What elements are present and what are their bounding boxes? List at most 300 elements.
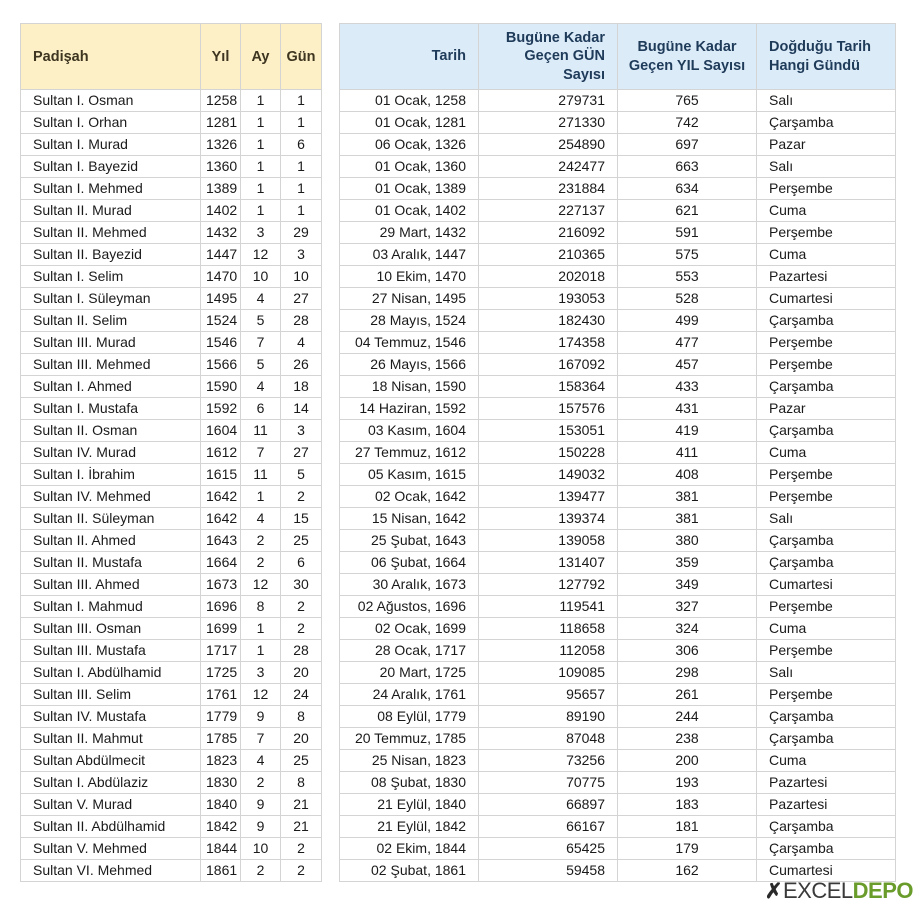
cell-ay[interactable]: 12 <box>241 574 281 596</box>
header-ay[interactable]: Ay <box>241 24 281 90</box>
cell-dogdugu-gun[interactable]: Cuma <box>757 442 896 464</box>
cell-gecen-gun[interactable]: 153051 <box>479 420 618 442</box>
cell-gecen-yil[interactable]: 591 <box>618 222 757 244</box>
cell-yil[interactable]: 1696 <box>201 596 241 618</box>
cell-yil[interactable]: 1590 <box>201 376 241 398</box>
cell-tarih[interactable]: 20 Mart, 1725 <box>340 662 479 684</box>
cell-yil[interactable]: 1389 <box>201 178 241 200</box>
cell-tarih[interactable]: 20 Temmuz, 1785 <box>340 728 479 750</box>
cell-yil[interactable]: 1844 <box>201 838 241 860</box>
cell-padisah[interactable]: Sultan I. Selim <box>21 266 201 288</box>
cell-gecen-yil[interactable]: 411 <box>618 442 757 464</box>
cell-gecen-gun[interactable]: 271330 <box>479 112 618 134</box>
cell-tarih[interactable]: 08 Şubat, 1830 <box>340 772 479 794</box>
cell-ay[interactable]: 7 <box>241 442 281 464</box>
cell-ay[interactable]: 8 <box>241 596 281 618</box>
cell-yil[interactable]: 1761 <box>201 684 241 706</box>
cell-padisah[interactable]: Sultan I. Mahmud <box>21 596 201 618</box>
cell-tarih[interactable]: 27 Nisan, 1495 <box>340 288 479 310</box>
cell-ay[interactable]: 4 <box>241 750 281 772</box>
cell-gecen-gun[interactable]: 227137 <box>479 200 618 222</box>
cell-yil[interactable]: 1699 <box>201 618 241 640</box>
cell-gecen-yil[interactable]: 408 <box>618 464 757 486</box>
cell-gecen-gun[interactable]: 242477 <box>479 156 618 178</box>
cell-yil[interactable]: 1779 <box>201 706 241 728</box>
cell-gun[interactable]: 2 <box>281 618 322 640</box>
cell-dogdugu-gun[interactable]: Çarşamba <box>757 310 896 332</box>
cell-gecen-yil[interactable]: 381 <box>618 486 757 508</box>
cell-ay[interactable]: 10 <box>241 266 281 288</box>
cell-gecen-gun[interactable]: 139477 <box>479 486 618 508</box>
cell-tarih[interactable]: 03 Kasım, 1604 <box>340 420 479 442</box>
cell-yil[interactable]: 1470 <box>201 266 241 288</box>
cell-gecen-gun[interactable]: 279731 <box>479 90 618 112</box>
cell-gecen-yil[interactable]: 179 <box>618 838 757 860</box>
cell-padisah[interactable]: Sultan III. Selim <box>21 684 201 706</box>
cell-gecen-gun[interactable]: 70775 <box>479 772 618 794</box>
cell-gecen-yil[interactable]: 380 <box>618 530 757 552</box>
cell-gecen-yil[interactable]: 244 <box>618 706 757 728</box>
cell-gecen-yil[interactable]: 359 <box>618 552 757 574</box>
cell-yil[interactable]: 1642 <box>201 486 241 508</box>
cell-tarih[interactable]: 04 Temmuz, 1546 <box>340 332 479 354</box>
cell-yil[interactable]: 1604 <box>201 420 241 442</box>
cell-yil[interactable]: 1546 <box>201 332 241 354</box>
cell-gecen-gun[interactable]: 182430 <box>479 310 618 332</box>
cell-padisah[interactable]: Sultan IV. Mustafa <box>21 706 201 728</box>
cell-gecen-yil[interactable]: 261 <box>618 684 757 706</box>
cell-gecen-yil[interactable]: 200 <box>618 750 757 772</box>
cell-ay[interactable]: 11 <box>241 420 281 442</box>
cell-yil[interactable]: 1258 <box>201 90 241 112</box>
cell-dogdugu-gun[interactable]: Pazartesi <box>757 794 896 816</box>
cell-yil[interactable]: 1725 <box>201 662 241 684</box>
cell-padisah[interactable]: Sultan I. Osman <box>21 90 201 112</box>
cell-gecen-yil[interactable]: 419 <box>618 420 757 442</box>
cell-gecen-gun[interactable]: 139374 <box>479 508 618 530</box>
cell-gecen-gun[interactable]: 118658 <box>479 618 618 640</box>
cell-tarih[interactable]: 21 Eylül, 1842 <box>340 816 479 838</box>
cell-tarih[interactable]: 15 Nisan, 1642 <box>340 508 479 530</box>
cell-padisah[interactable]: Sultan IV. Mehmed <box>21 486 201 508</box>
cell-padisah[interactable]: Sultan II. Selim <box>21 310 201 332</box>
cell-gun[interactable]: 18 <box>281 376 322 398</box>
cell-yil[interactable]: 1360 <box>201 156 241 178</box>
cell-gun[interactable]: 4 <box>281 332 322 354</box>
cell-padisah[interactable]: Sultan III. Mustafa <box>21 640 201 662</box>
cell-gecen-gun[interactable]: 167092 <box>479 354 618 376</box>
cell-gecen-yil[interactable]: 553 <box>618 266 757 288</box>
cell-yil[interactable]: 1643 <box>201 530 241 552</box>
cell-gun[interactable]: 27 <box>281 288 322 310</box>
cell-padisah[interactable]: Sultan I. Mehmed <box>21 178 201 200</box>
cell-ay[interactable]: 4 <box>241 508 281 530</box>
cell-ay[interactable]: 4 <box>241 288 281 310</box>
cell-tarih[interactable]: 21 Eylül, 1840 <box>340 794 479 816</box>
cell-gecen-yil[interactable]: 499 <box>618 310 757 332</box>
cell-dogdugu-gun[interactable]: Salı <box>757 508 896 530</box>
cell-tarih[interactable]: 28 Ocak, 1717 <box>340 640 479 662</box>
cell-tarih[interactable]: 02 Ocak, 1642 <box>340 486 479 508</box>
cell-yil[interactable]: 1592 <box>201 398 241 420</box>
cell-ay[interactable]: 5 <box>241 354 281 376</box>
cell-dogdugu-gun[interactable]: Cumartesi <box>757 574 896 596</box>
cell-dogdugu-gun[interactable]: Perşembe <box>757 640 896 662</box>
cell-yil[interactable]: 1823 <box>201 750 241 772</box>
cell-gun[interactable]: 24 <box>281 684 322 706</box>
cell-ay[interactable]: 1 <box>241 134 281 156</box>
cell-padisah[interactable]: Sultan I. Abdülhamid <box>21 662 201 684</box>
cell-tarih[interactable]: 10 Ekim, 1470 <box>340 266 479 288</box>
cell-gun[interactable]: 6 <box>281 134 322 156</box>
cell-tarih[interactable]: 27 Temmuz, 1612 <box>340 442 479 464</box>
cell-dogdugu-gun[interactable]: Pazar <box>757 398 896 420</box>
cell-ay[interactable]: 1 <box>241 90 281 112</box>
cell-dogdugu-gun[interactable]: Perşembe <box>757 178 896 200</box>
cell-dogdugu-gun[interactable]: Perşembe <box>757 332 896 354</box>
cell-ay[interactable]: 2 <box>241 772 281 794</box>
cell-gecen-yil[interactable]: 663 <box>618 156 757 178</box>
cell-gecen-yil[interactable]: 477 <box>618 332 757 354</box>
cell-gecen-yil[interactable]: 298 <box>618 662 757 684</box>
cell-tarih[interactable]: 25 Nisan, 1823 <box>340 750 479 772</box>
cell-dogdugu-gun[interactable]: Çarşamba <box>757 706 896 728</box>
cell-gecen-yil[interactable]: 181 <box>618 816 757 838</box>
cell-gecen-gun[interactable]: 65425 <box>479 838 618 860</box>
cell-gun[interactable]: 15 <box>281 508 322 530</box>
cell-gecen-gun[interactable]: 174358 <box>479 332 618 354</box>
cell-dogdugu-gun[interactable]: Çarşamba <box>757 112 896 134</box>
cell-padisah[interactable]: Sultan I. Orhan <box>21 112 201 134</box>
date-calc-table-row <box>340 354 896 376</box>
cell-dogdugu-gun[interactable]: Çarşamba <box>757 530 896 552</box>
cell-gecen-gun[interactable]: 89190 <box>479 706 618 728</box>
cell-tarih[interactable]: 01 Ocak, 1281 <box>340 112 479 134</box>
cell-dogdugu-gun[interactable]: Salı <box>757 662 896 684</box>
cell-padisah[interactable]: Sultan III. Ahmed <box>21 574 201 596</box>
cell-gun[interactable]: 21 <box>281 816 322 838</box>
cell-gun[interactable]: 29 <box>281 222 322 244</box>
cell-padisah[interactable]: Sultan I. Ahmed <box>21 376 201 398</box>
cell-ay[interactable]: 10 <box>241 838 281 860</box>
cell-padisah[interactable]: Sultan II. Ahmed <box>21 530 201 552</box>
cell-ay[interactable]: 6 <box>241 398 281 420</box>
header-dogdugu-gun[interactable] <box>757 24 896 90</box>
cell-tarih[interactable]: 18 Nisan, 1590 <box>340 376 479 398</box>
cell-gecen-yil[interactable]: 634 <box>618 178 757 200</box>
cell-gecen-gun[interactable]: 158364 <box>479 376 618 398</box>
cell-dogdugu-gun[interactable]: Perşembe <box>757 222 896 244</box>
cell-dogdugu-gun[interactable]: Çarşamba <box>757 728 896 750</box>
cell-gecen-gun[interactable]: 127792 <box>479 574 618 596</box>
cell-gun[interactable]: 8 <box>281 706 322 728</box>
cell-gecen-gun[interactable]: 254890 <box>479 134 618 156</box>
cell-tarih[interactable]: 02 Ekim, 1844 <box>340 838 479 860</box>
cell-gun[interactable]: 2 <box>281 860 322 882</box>
cell-yil[interactable]: 1785 <box>201 728 241 750</box>
cell-gecen-yil[interactable]: 528 <box>618 288 757 310</box>
cell-tarih[interactable]: 03 Aralık, 1447 <box>340 244 479 266</box>
header-gecen-yil[interactable] <box>618 24 757 90</box>
cell-dogdugu-gun[interactable]: Çarşamba <box>757 838 896 860</box>
cell-padisah[interactable]: Sultan I. Süleyman <box>21 288 201 310</box>
cell-padisah[interactable]: Sultan II. Murad <box>21 200 201 222</box>
cell-padisah[interactable]: Sultan I. Bayezid <box>21 156 201 178</box>
cell-tarih[interactable]: 30 Aralık, 1673 <box>340 574 479 596</box>
padisah-table-row <box>21 398 322 420</box>
cell-gecen-gun[interactable]: 216092 <box>479 222 618 244</box>
cell-padisah[interactable]: Sultan I. Abdülaziz <box>21 772 201 794</box>
cell-gun[interactable]: 20 <box>281 728 322 750</box>
cell-tarih[interactable]: 14 Haziran, 1592 <box>340 398 479 420</box>
header-gecen-gun[interactable] <box>479 24 618 90</box>
header-tarih[interactable]: Tarih <box>340 24 479 90</box>
cell-padisah[interactable]: Sultan I. Murad <box>21 134 201 156</box>
cell-padisah[interactable]: Sultan III. Mehmed <box>21 354 201 376</box>
cell-gecen-yil[interactable]: 697 <box>618 134 757 156</box>
cell-gun[interactable]: 27 <box>281 442 322 464</box>
cell-gecen-gun[interactable]: 59458 <box>479 860 618 882</box>
cell-dogdugu-gun[interactable]: Salı <box>757 90 896 112</box>
cell-tarih[interactable]: 28 Mayıs, 1524 <box>340 310 479 332</box>
cell-padisah[interactable]: Sultan Abdülmecit <box>21 750 201 772</box>
cell-tarih[interactable]: 06 Ocak, 1326 <box>340 134 479 156</box>
cell-ay[interactable]: 12 <box>241 684 281 706</box>
cell-gun[interactable]: 25 <box>281 750 322 772</box>
cell-gecen-yil[interactable]: 349 <box>618 574 757 596</box>
header-gun[interactable]: Gün <box>281 24 322 90</box>
cell-gecen-gun[interactable]: 109085 <box>479 662 618 684</box>
cell-yil[interactable]: 1566 <box>201 354 241 376</box>
cell-gun[interactable]: 8 <box>281 772 322 794</box>
cell-gecen-gun[interactable]: 150228 <box>479 442 618 464</box>
cell-tarih[interactable]: 08 Eylül, 1779 <box>340 706 479 728</box>
cell-dogdugu-gun[interactable]: Salı <box>757 156 896 178</box>
cell-gecen-gun[interactable]: 193053 <box>479 288 618 310</box>
cell-dogdugu-gun[interactable]: Çarşamba <box>757 376 896 398</box>
cell-tarih[interactable]: 02 Ocak, 1699 <box>340 618 479 640</box>
cell-gecen-yil[interactable]: 324 <box>618 618 757 640</box>
cell-yil[interactable]: 1673 <box>201 574 241 596</box>
cell-dogdugu-gun[interactable]: Pazartesi <box>757 772 896 794</box>
cell-dogdugu-gun[interactable]: Çarşamba <box>757 420 896 442</box>
cell-padisah[interactable]: Sultan III. Osman <box>21 618 201 640</box>
cell-yil[interactable]: 1664 <box>201 552 241 574</box>
cell-gecen-yil[interactable]: 621 <box>618 200 757 222</box>
cell-gun[interactable]: 2 <box>281 596 322 618</box>
cell-yil[interactable]: 1830 <box>201 772 241 794</box>
cell-gun[interactable]: 3 <box>281 420 322 442</box>
cell-tarih[interactable]: 29 Mart, 1432 <box>340 222 479 244</box>
cell-gecen-yil[interactable]: 765 <box>618 90 757 112</box>
cell-gecen-yil[interactable]: 575 <box>618 244 757 266</box>
cell-ay[interactable]: 1 <box>241 156 281 178</box>
cell-yil[interactable]: 1842 <box>201 816 241 838</box>
cell-ay[interactable]: 1 <box>241 486 281 508</box>
cell-dogdugu-gun[interactable]: Perşembe <box>757 354 896 376</box>
cell-gun[interactable]: 6 <box>281 552 322 574</box>
date-calc-table-row <box>340 530 896 552</box>
cell-gun[interactable]: 2 <box>281 838 322 860</box>
date-calc-table-row <box>340 596 896 618</box>
cell-yil[interactable]: 1524 <box>201 310 241 332</box>
cell-yil[interactable]: 1615 <box>201 464 241 486</box>
cell-tarih[interactable]: 01 Ocak, 1258 <box>340 90 479 112</box>
cell-tarih[interactable]: 01 Ocak, 1360 <box>340 156 479 178</box>
cell-gecen-yil[interactable]: 457 <box>618 354 757 376</box>
cell-yil[interactable]: 1326 <box>201 134 241 156</box>
cell-tarih[interactable]: 02 Şubat, 1861 <box>340 860 479 882</box>
cell-padisah[interactable]: Sultan III. Murad <box>21 332 201 354</box>
cell-gecen-yil[interactable]: 162 <box>618 860 757 882</box>
cell-gecen-gun[interactable]: 149032 <box>479 464 618 486</box>
cell-padisah[interactable]: Sultan IV. Murad <box>21 442 201 464</box>
cell-gecen-yil[interactable]: 238 <box>618 728 757 750</box>
cell-gecen-gun[interactable]: 73256 <box>479 750 618 772</box>
cell-dogdugu-gun[interactable]: Perşembe <box>757 596 896 618</box>
cell-yil[interactable]: 1717 <box>201 640 241 662</box>
header-yil[interactable]: Yıl <box>201 24 241 90</box>
cell-yil[interactable]: 1642 <box>201 508 241 530</box>
cell-padisah[interactable]: Sultan I. Mustafa <box>21 398 201 420</box>
cell-dogdugu-gun[interactable]: Cuma <box>757 618 896 640</box>
cell-gecen-gun[interactable]: 210365 <box>479 244 618 266</box>
cell-gecen-yil[interactable]: 433 <box>618 376 757 398</box>
cell-dogdugu-gun[interactable]: Çarşamba <box>757 816 896 838</box>
cell-padisah[interactable]: Sultan I. İbrahim <box>21 464 201 486</box>
cell-dogdugu-gun[interactable]: Pazar <box>757 134 896 156</box>
cell-ay[interactable]: 1 <box>241 640 281 662</box>
cell-ay[interactable]: 3 <box>241 222 281 244</box>
cell-ay[interactable]: 12 <box>241 244 281 266</box>
cell-gun[interactable]: 26 <box>281 354 322 376</box>
cell-tarih[interactable]: 24 Aralık, 1761 <box>340 684 479 706</box>
cell-ay[interactable]: 1 <box>241 112 281 134</box>
cell-ay[interactable]: 1 <box>241 618 281 640</box>
cell-ay[interactable]: 7 <box>241 332 281 354</box>
cell-ay[interactable]: 7 <box>241 728 281 750</box>
cell-gun[interactable]: 1 <box>281 90 322 112</box>
cell-gun[interactable]: 1 <box>281 178 322 200</box>
cell-gun[interactable]: 25 <box>281 530 322 552</box>
cell-gecen-yil[interactable]: 381 <box>618 508 757 530</box>
cell-gecen-yil[interactable]: 742 <box>618 112 757 134</box>
cell-tarih[interactable]: 01 Ocak, 1389 <box>340 178 479 200</box>
cell-yil[interactable]: 1861 <box>201 860 241 882</box>
cell-padisah[interactable]: Sultan V. Mehmed <box>21 838 201 860</box>
cell-gecen-yil[interactable]: 306 <box>618 640 757 662</box>
cell-gun[interactable]: 5 <box>281 464 322 486</box>
cell-padisah[interactable]: Sultan II. Süleyman <box>21 508 201 530</box>
cell-gecen-gun[interactable]: 66897 <box>479 794 618 816</box>
cell-gecen-gun[interactable]: 119541 <box>479 596 618 618</box>
cell-gecen-yil[interactable]: 183 <box>618 794 757 816</box>
cell-gun[interactable]: 28 <box>281 640 322 662</box>
cell-padisah[interactable]: Sultan V. Murad <box>21 794 201 816</box>
cell-yil[interactable]: 1495 <box>201 288 241 310</box>
cell-padisah[interactable]: Sultan II. Mahmut <box>21 728 201 750</box>
cell-yil[interactable]: 1402 <box>201 200 241 222</box>
cell-padisah[interactable]: Sultan VI. Mehmed <box>21 860 201 882</box>
cell-dogdugu-gun[interactable]: Çarşamba <box>757 552 896 574</box>
cell-gecen-gun[interactable]: 112058 <box>479 640 618 662</box>
header-padisah[interactable]: Padişah <box>21 24 201 90</box>
cell-tarih[interactable]: 02 Ağustos, 1696 <box>340 596 479 618</box>
cell-ay[interactable]: 1 <box>241 178 281 200</box>
cell-ay[interactable]: 5 <box>241 310 281 332</box>
cell-gecen-gun[interactable]: 95657 <box>479 684 618 706</box>
cell-padisah[interactable]: Sultan II. Bayezid <box>21 244 201 266</box>
cell-ay[interactable]: 4 <box>241 376 281 398</box>
cell-yil[interactable]: 1612 <box>201 442 241 464</box>
cell-gun[interactable]: 21 <box>281 794 322 816</box>
cell-gecen-yil[interactable]: 193 <box>618 772 757 794</box>
cell-gecen-gun[interactable]: 139058 <box>479 530 618 552</box>
cell-gun[interactable]: 1 <box>281 156 322 178</box>
cell-gun[interactable]: 2 <box>281 486 322 508</box>
cell-dogdugu-gun[interactable]: Perşembe <box>757 684 896 706</box>
cell-dogdugu-gun[interactable]: Cuma <box>757 200 896 222</box>
cell-gecen-gun[interactable]: 131407 <box>479 552 618 574</box>
cell-yil[interactable]: 1432 <box>201 222 241 244</box>
cell-tarih[interactable]: 01 Ocak, 1402 <box>340 200 479 222</box>
cell-tarih[interactable]: 05 Kasım, 1615 <box>340 464 479 486</box>
cell-gun[interactable]: 3 <box>281 244 322 266</box>
cell-padisah[interactable]: Sultan II. Osman <box>21 420 201 442</box>
cell-tarih[interactable]: 26 Mayıs, 1566 <box>340 354 479 376</box>
cell-ay[interactable]: 1 <box>241 200 281 222</box>
cell-ay[interactable]: 2 <box>241 530 281 552</box>
cell-gun[interactable]: 28 <box>281 310 322 332</box>
cell-ay[interactable]: 9 <box>241 706 281 728</box>
cell-gecen-gun[interactable]: 87048 <box>479 728 618 750</box>
cell-yil[interactable]: 1840 <box>201 794 241 816</box>
cell-ay[interactable]: 9 <box>241 794 281 816</box>
cell-gun[interactable]: 1 <box>281 200 322 222</box>
cell-gecen-gun[interactable]: 66167 <box>479 816 618 838</box>
cell-ay[interactable]: 3 <box>241 662 281 684</box>
cell-padisah[interactable]: Sultan II. Mehmed <box>21 222 201 244</box>
cell-tarih[interactable]: 06 Şubat, 1664 <box>340 552 479 574</box>
cell-gun[interactable]: 14 <box>281 398 322 420</box>
cell-padisah[interactable]: Sultan II. Mustafa <box>21 552 201 574</box>
cell-padisah[interactable]: Sultan II. Abdülhamid <box>21 816 201 838</box>
cell-ay[interactable]: 11 <box>241 464 281 486</box>
cell-gecen-gun[interactable]: 157576 <box>479 398 618 420</box>
cell-dogdugu-gun[interactable]: Pazartesi <box>757 266 896 288</box>
cell-yil[interactable]: 1447 <box>201 244 241 266</box>
cell-ay[interactable]: 2 <box>241 552 281 574</box>
cell-gecen-yil[interactable]: 327 <box>618 596 757 618</box>
cell-gun[interactable]: 10 <box>281 266 322 288</box>
cell-dogdugu-gun[interactable]: Cumartesi <box>757 860 896 882</box>
cell-dogdugu-gun[interactable]: Cumartesi <box>757 288 896 310</box>
cell-ay[interactable]: 2 <box>241 860 281 882</box>
cell-dogdugu-gun[interactable]: Cuma <box>757 750 896 772</box>
cell-gun[interactable]: 20 <box>281 662 322 684</box>
cell-gecen-gun[interactable]: 202018 <box>479 266 618 288</box>
cell-gecen-gun[interactable]: 231884 <box>479 178 618 200</box>
cell-dogdugu-gun[interactable]: Perşembe <box>757 486 896 508</box>
cell-gecen-yil[interactable]: 431 <box>618 398 757 420</box>
cell-yil[interactable]: 1281 <box>201 112 241 134</box>
cell-dogdugu-gun[interactable]: Cuma <box>757 244 896 266</box>
cell-dogdugu-gun[interactable]: Perşembe <box>757 464 896 486</box>
cell-tarih[interactable]: 25 Şubat, 1643 <box>340 530 479 552</box>
cell-gun[interactable]: 1 <box>281 112 322 134</box>
cell-ay[interactable]: 9 <box>241 816 281 838</box>
cell-gun[interactable]: 30 <box>281 574 322 596</box>
